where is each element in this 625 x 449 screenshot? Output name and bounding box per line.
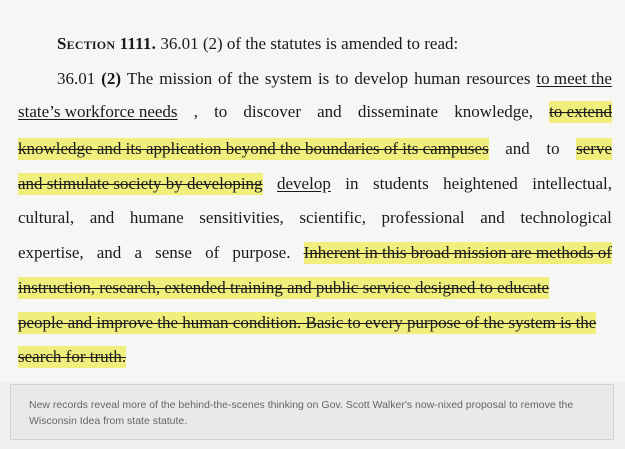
deleted-text: knowledge and its application beyond the boundaries of its campuses (18, 139, 489, 158)
statute-line (18, 207, 612, 229)
statute-word: of (218, 69, 233, 88)
statute-line (18, 312, 612, 334)
statute-word: (2) (101, 69, 121, 88)
statute-word: of (205, 243, 220, 262)
statute-word: humane (129, 208, 184, 227)
statute-word: to (546, 139, 560, 158)
statute-word: scientific, (299, 208, 366, 227)
statute-word: professional (381, 208, 465, 227)
statute-line (18, 101, 612, 123)
statute-word: knowledge, (454, 102, 534, 121)
section-heading-text: 36.01 (2) of the statutes is amended to read: (160, 34, 459, 53)
statute-word: mission (159, 69, 213, 88)
statute-word: intellectual, (532, 174, 612, 193)
statute-line (18, 277, 612, 299)
statute-word: purpose. (232, 243, 291, 262)
statute-word: cultural, (18, 208, 75, 227)
statute-line (18, 138, 612, 160)
statute-word: discover (243, 102, 302, 121)
statute-line (18, 173, 612, 195)
statute-word: students (372, 174, 429, 193)
statute-word: system (264, 69, 313, 88)
statute-word: to (214, 102, 228, 121)
statute-line (18, 242, 612, 264)
deleted-text: and stimulate society by developing (18, 174, 263, 193)
statute-word: disseminate (357, 102, 439, 121)
statute-word: expertise, (18, 243, 84, 262)
statute-word: and (480, 208, 505, 227)
photo-caption-box (10, 384, 614, 440)
statute-word: and (505, 139, 530, 158)
statute-word: heightened (443, 174, 518, 193)
section-label: Section 1111. (57, 34, 157, 53)
statute-word: is (317, 69, 330, 88)
deleted-text: Inherent in this broad mission are methods of (303, 243, 612, 262)
statute-word: The (126, 69, 154, 88)
statute-word: the (238, 69, 259, 88)
deleted-text: serve (576, 139, 612, 158)
statute-word: human (414, 69, 461, 88)
photo-caption: New records reveal more of the behind-the-scenes thinking on Gov. Scott Walker's now-nixed proposal to remove the Wisconsin Idea from state statute. (29, 399, 574, 427)
statute-word: sensitivities, (199, 208, 284, 227)
statute-word: 36.01 (57, 69, 96, 88)
inserted-text: develop (277, 174, 331, 193)
statute-word: , (193, 102, 198, 121)
statute-word: and (96, 243, 122, 262)
statute-word: to (335, 69, 349, 88)
section-heading (57, 33, 458, 55)
deleted-text: to extend (549, 102, 612, 121)
statute-word: develop (354, 69, 409, 88)
deleted-text: search for truth. (18, 347, 127, 366)
statute-word: in (345, 174, 359, 193)
statute-word: and (89, 208, 115, 227)
statute-line (57, 68, 612, 90)
inserted-text: state’s workforce needs (18, 102, 178, 121)
statute-word: technological (520, 208, 612, 227)
statute-word: sense (155, 243, 192, 262)
statute-line (18, 346, 612, 368)
statute-word: and (317, 102, 342, 121)
inserted-text: to meet the (536, 69, 612, 88)
deleted-text: instruction, research, extended training and public service designed to educate (18, 278, 550, 297)
deleted-text: people and improve the human condition. Basic to every purpose of the system is the (18, 313, 597, 332)
statute-word: a (134, 243, 142, 262)
statute-word: resources (466, 69, 531, 88)
